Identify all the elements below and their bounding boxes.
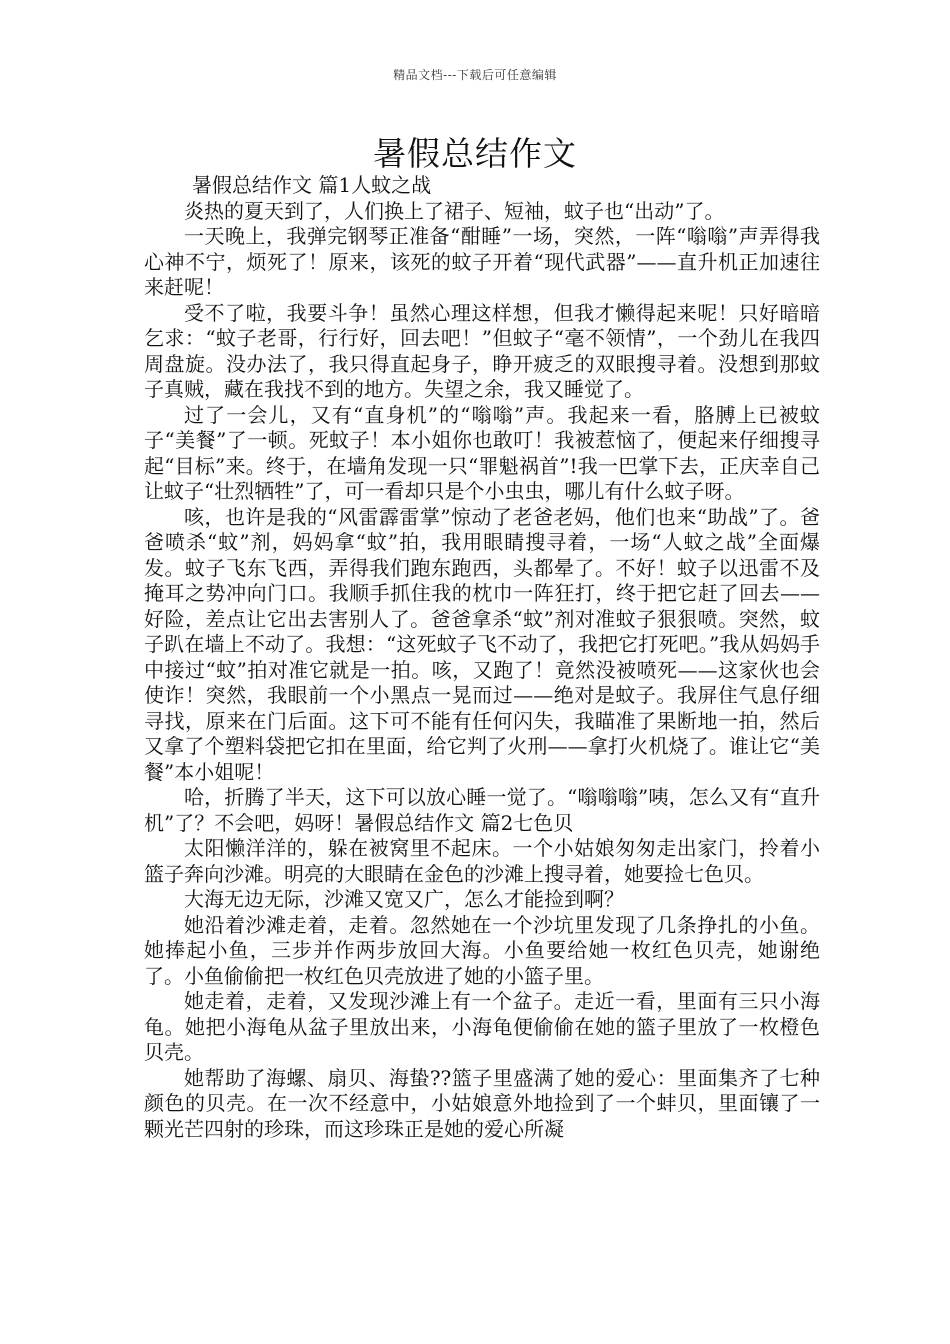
- paragraph: 她走着，走着，又发现沙滩上有一个盆子。走近一看，里面有三只小海龟。她把小海龟从盆子里放出来，小海龟便偷偷在她的篮子里放了一枚橙色贝壳。: [144, 989, 820, 1064]
- paragraph: 炎热的夏天到了，人们换上了裙子、短袖，蚊子也“出动”了。: [184, 198, 725, 223]
- paragraph: 太阳懒洋洋的，躲在被窝里不起床。一个小姑娘匆匆走出家门，拎着小篮子奔向沙滩。明亮的大眼睛在金色的沙滩上搜寻着，她要捡七色贝。: [144, 836, 820, 886]
- paragraph: 她沿着沙滩走着，走着。忽然她在一个沙坑里发现了几条挣扎的小鱼。她捧起小鱼，三步并作两步放回大海。小鱼要给她一枚红色贝壳，她谢绝了。小鱼偷偷把一枚红色贝壳放进了她的小篮子里。: [144, 912, 820, 988]
- paragraph: 她帮助了海螺、扇贝、海蛰??篮子里盛满了她的爱心：里面集齐了七种颜色的贝壳。在一次不经意中，小姑娘意外地捡到了一个蚌贝，里面镶了一颗光芒四射的珍珠，而这珍珠正是她的爱心所凝: [144, 1065, 820, 1141]
- paragraph: 受不了啦，我要斗争！虽然心理这样想，但我才懒得起来呢！只好暗暗乞求：“蚊子老哥，行行好，回去吧！”但蚊子“毫不领情”，一个劲儿在我四周盘旋。没办法了，我只得直起身子，睁开疲乏的双眼搜寻着。没想到那蚊子真贼，藏在我找不到的地方。失望之余，我又睡觉了。: [144, 300, 820, 401]
- page-title: 暑假总结作文: [373, 134, 577, 173]
- paragraph: 过了一会儿，又有“直身机”的“嗡嗡”声。我起来一看，胳膊上已被蚊子“美餐”了一顿。死蚊子！本小姐你也敢叮！我被惹恼了，便起来仔细搜寻起“目标”来。终于，在墙角发现一只“罪魁祸首”!我一巴掌下去，正庆幸自己让蚊子“壮烈牺牲”了，可一看却只是个小虫虫，哪儿有什么蚊子呀。: [144, 402, 820, 503]
- section-heading: 暑假总结作文 篇1人蚊之战: [192, 173, 432, 197]
- paragraph: 大海无边无际，沙滩又宽又广，怎么才能捡到啊？: [184, 887, 624, 911]
- paragraph: 咳，也许是我的“风雷霹雷掌”惊动了老爸老妈，他们也来“助战”了。爸爸喷杀“蚊”剂，妈妈拿“蚊”拍，我用眼睛搜寻着，一场“人蚊之战”全面爆发。蚊子飞东飞西，弄得我们跑东跑西，头都晕了。不好！蚊子以迅雷不及掩耳之势冲向门口。我顺手抓住我的枕巾一阵狂打，终于把它赶了回去——好险，差点让它出去害别人了。爸爸拿杀“蚊”剂对准蚊子狠狠喷。突然，蚊子趴在墙上不动了。我想：“这死蚊子飞不动了，我把它打死吧。”我从妈妈手中接过“蚊”拍对准它就是一拍。咳，又跑了！竟然没被喷死——这家伙也会使诈！突然，我眼前一个小黑点一晃而过——绝对是蚊子。我屏住气息仔细寻找，原来在门后面。这下可不能有任何闪失，我瞄准了果断地一拍，然后又拿了个塑料袋把它扣在里面，给它判了火刑——拿打火机烧了。谁让它“美餐”本小姐呢！: [144, 504, 820, 784]
- document-body: [144, 173, 820, 1142]
- header-note: 精品文档---下载后可任意编辑: [393, 68, 557, 82]
- paragraph: 哈，折腾了半天，这下可以放心睡一觉了。“嗡嗡嗡”咦，怎么又有“直升机”了？不会吧，妈呀！暑假总结作文 篇2七色贝: [144, 785, 820, 835]
- paragraph: 一天晚上，我弹完钢琴正准备“酣睡”一场，突然，一阵“嗡嗡”声弄得我心神不宁，烦死了！原来，该死的蚊子开着“现代武器”——直升机正加速往来赶呢！: [144, 224, 820, 299]
